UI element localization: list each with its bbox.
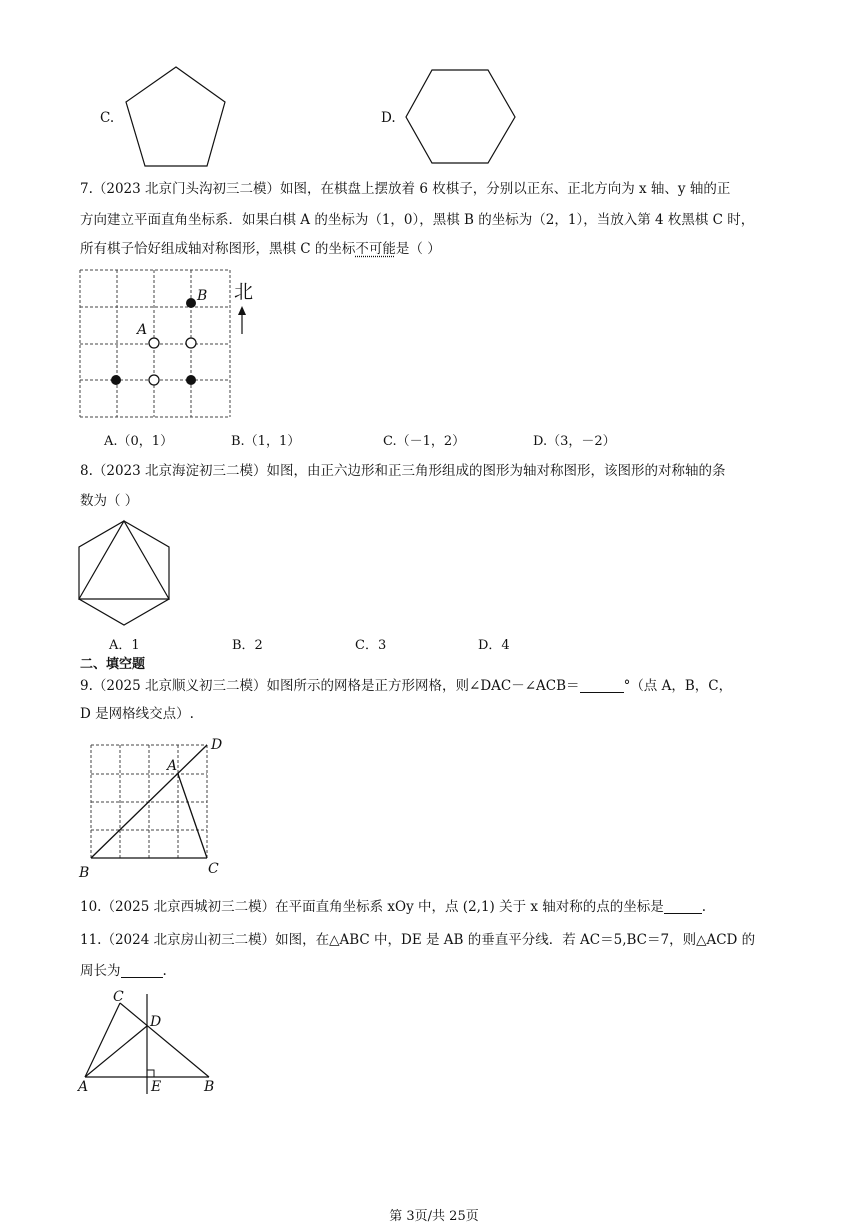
q8-line2: 数为（ ） (80, 493, 139, 509)
white-piece (149, 375, 159, 385)
q9-label-c: C (208, 861, 219, 877)
q10-text-post: . (701, 899, 707, 915)
pentagon-figure (118, 62, 233, 172)
north-arrow-head-icon (238, 306, 246, 315)
option-d-label: D. (381, 110, 396, 126)
q9-label-d: D (211, 737, 223, 753)
q8-option-c: C．3 (355, 638, 387, 653)
black-piece-b (186, 298, 196, 308)
q7-emphasis: 不可能 (355, 241, 396, 257)
q7-option-a: A.（0，1） (104, 434, 174, 449)
q11-answer-blank[interactable] (121, 963, 163, 978)
q11-label-d: D (150, 1014, 162, 1030)
q7-line2: 方向建立平面直角坐标系．如果白棋 A 的坐标为（1，0），黑棋 B 的坐标为（2，1），当放入第 4 枚黑棋 C 时， (80, 212, 755, 228)
chessboard-figure (76, 266, 266, 426)
q9-line1 (80, 677, 732, 695)
white-piece (186, 338, 196, 348)
q10-line (80, 898, 706, 916)
q7-line3-pre: 所有棋子恰好组成轴对称图形，黑棋 C 的坐标 (80, 241, 356, 257)
north-label: 北 (234, 281, 254, 303)
q11-line2-pre: 周长为 (80, 963, 121, 979)
q9-line2: D 是网格线交点）. (80, 706, 194, 722)
q11-label-e: E (151, 1079, 162, 1095)
white-piece-a (149, 338, 159, 348)
q10-text-pre: 10.（2025 北京西城初三二模）在平面直角坐标系 xOy 中，点 (2,1) 关于 x 轴对称的点的坐标是 (80, 899, 664, 915)
q8-option-a: A．1 (109, 638, 140, 653)
black-piece (186, 375, 196, 385)
q9-line1-pre: 9.（2025 北京顺义初三二模）如图所示的网格是正方形网格，则∠DAC－∠ACB＝ (80, 678, 580, 694)
q7-option-b: B.（1，1） (231, 434, 301, 449)
q9-answer-blank[interactable] (580, 678, 624, 693)
q11-line2 (80, 962, 167, 980)
q9-label-a: A (167, 758, 178, 774)
q10-answer-blank[interactable] (664, 899, 702, 914)
q7-option-c: C.（－1，2） (383, 434, 466, 449)
page-footer: 第 3页/共 25页 (389, 1209, 479, 1224)
black-piece (111, 375, 121, 385)
q8-option-b: B．2 (232, 638, 263, 653)
q9-line1-post: °（点 A，B，C， (623, 678, 733, 694)
label-b: B (197, 288, 208, 304)
q11-label-c: C (113, 989, 124, 1005)
q9-label-b: B (79, 865, 90, 881)
q7-line3 (80, 240, 441, 258)
q8-option-d: D．4 (478, 638, 510, 653)
section-title: 二、填空题 (80, 657, 146, 672)
hexagon-figure (400, 66, 522, 168)
option-c-label: C. (100, 110, 115, 126)
q11-line2-post: . (162, 963, 167, 979)
q11-line1: 11.（2024 北京房山初三二模）如图，在△ABC 中，DE 是 AB 的垂直平分线．若 AC＝5,BC＝7，则△ACD 的 (80, 932, 756, 948)
hexagon-triangle-figure (76, 518, 174, 630)
q11-label-b: B (204, 1079, 215, 1095)
q7-option-d: D.（3，－2） (533, 434, 616, 449)
q8-line1: 8.（2023 北京海淀初三二模）如图，由正六边形和正三角形组成的图形为轴对称图形，该图形的对称轴的条 (80, 463, 726, 479)
q11-triangle-figure (76, 986, 226, 1098)
label-a: A (137, 322, 148, 338)
q11-label-a: A (78, 1079, 89, 1095)
q7-line3-post: 是（ ） (395, 241, 441, 257)
q7-line1: 7.（2023 北京门头沟初三二模）如图，在棋盘上摆放着 6 枚棋子，分别以正东、正北方向为 x 轴、y 轴的正 (80, 181, 731, 197)
q9-grid-figure (76, 734, 234, 882)
